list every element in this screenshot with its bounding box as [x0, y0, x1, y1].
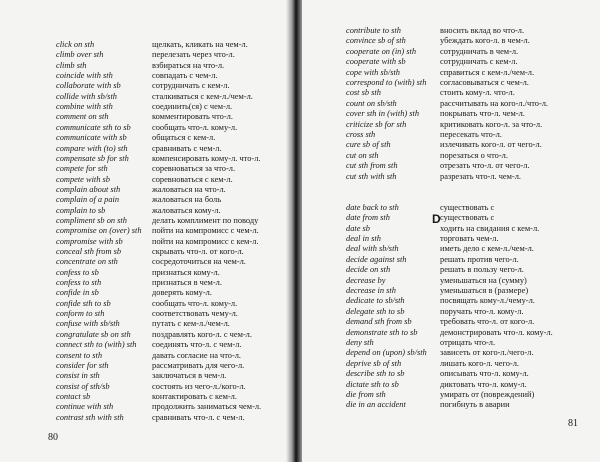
english-phrase: convince sb of sth [346, 36, 406, 46]
russian-translation: продолжить заниматься чем-л. [152, 402, 262, 412]
english-phrase: cope with sb/sth [346, 67, 400, 77]
english-phrase: confuse with sb/sth [56, 319, 120, 329]
english-phrase: delegate sth to sb [346, 306, 405, 316]
russian-translation: соединить(ся) с чем-л. [152, 102, 233, 112]
russian-translation: сравнивать что-л. с чем-л. [152, 412, 245, 422]
russian-translation: признаться кому-л. [152, 267, 220, 277]
russian-translation: требовать что-л. от кого-л. [440, 317, 535, 327]
english-phrase: decide against sth [346, 254, 407, 264]
english-phrase: comment on sth [56, 112, 109, 122]
right-page [302, 0, 600, 462]
english-phrase: die in an accident [346, 400, 406, 410]
english-phrase: consist in sth [56, 371, 100, 381]
english-phrase: correspond to (with) sth [346, 78, 427, 87]
russian-translation: погибнуть в аварии [440, 400, 510, 410]
russian-translation: давать согласие на что-л. [152, 350, 242, 360]
english-phrase: click on sth [56, 40, 95, 49]
english-phrase: cooperate with sb [346, 57, 406, 67]
russian-translation: посвящать кому-л./чему-л. [440, 296, 535, 306]
russian-translation: описывать что-л. кому-л. [440, 369, 529, 379]
russian-translation: согласовываться с чем-л. [440, 78, 529, 87]
russian-translation: соревноваться с кем-л. [152, 174, 233, 184]
russian-translation: перелезать через что-л. [152, 50, 235, 60]
russian-translation: взбираться на что-л. [152, 60, 225, 70]
english-phrase: die from sth [346, 390, 386, 399]
english-phrase: deal with sb/sth [346, 244, 399, 254]
russian-translation: убеждать кого-л. в чем-л. [440, 36, 530, 46]
russian-translation: сравнивать с чем-л. [152, 143, 222, 153]
russian-translation: порезаться о что-л. [440, 150, 508, 160]
russian-translation: существовать с [440, 202, 495, 212]
english-phrase: compare with (to) sth [56, 143, 128, 153]
english-phrase: complain to sb [56, 205, 106, 215]
english-phrase: confide in sb [56, 288, 99, 298]
english-phrase: decrease by [346, 275, 386, 285]
english-phrase: cover sth in (with) sth [346, 109, 420, 119]
russian-translation: сотрудничать в чем-л. [440, 46, 519, 56]
english-phrase: consist of sth/sb [56, 381, 110, 391]
russian-translation: совпадать с чем-л. [152, 71, 218, 81]
russian-translation: критиковать кого-л. за что-л. [440, 119, 543, 129]
english-phrase: describe sth to sb [346, 369, 405, 379]
english-phrase: consent to sth [56, 350, 103, 360]
english-phrase: complain of a pain [56, 195, 120, 205]
english-phrase: climb sth [56, 60, 87, 70]
russian-translation: щелкать, кликать на чем-л. [152, 40, 248, 49]
english-phrase: consider for sth [56, 360, 109, 370]
russian-translation: делать комплимент по поводу [152, 215, 259, 225]
english-phrase: cost sb sth [346, 88, 381, 98]
english-phrase: criticize sb for sth [346, 119, 407, 129]
russian-translation: признаться в чем-л. [152, 278, 222, 288]
russian-translation: покрывать что-л. чем-л. [440, 109, 525, 119]
english-phrase: compensate sb for sth [56, 153, 129, 163]
russian-translation: путать с кем-л./чем-л. [152, 319, 230, 329]
russian-translation: сотрудничать с кем-л. [440, 57, 518, 67]
russian-translation: иметь дело с кем-л./чем-л. [440, 244, 534, 254]
english-phrase: collaborate with sb [56, 81, 121, 91]
russian-translation: решать против чего-л. [440, 254, 519, 264]
russian-translation: справиться с кем-л./чем-л. [440, 67, 535, 77]
english-phrase: congratulate sb on sth [56, 329, 131, 339]
russian-translation: уменьшаться на (сумму) [440, 275, 527, 285]
english-phrase: communicate with sb [56, 133, 127, 143]
page-number: 81 [568, 418, 578, 429]
english-phrase: decrease in sth [346, 286, 396, 295]
english-phrase: contrast sth with sth [56, 412, 124, 422]
english-phrase: complain about sth [56, 184, 121, 194]
english-phrase: depend on (upon) sb/sth [346, 348, 427, 358]
russian-translation: разрезать что-л. чем-л. [440, 171, 521, 181]
russian-translation: стоить кому-л. что-л. [440, 88, 515, 98]
russian-translation: умирать от (повреждений) [440, 390, 535, 399]
russian-translation: сосредоточиться на чем-л. [152, 257, 246, 267]
english-phrase: count on sb/sth [346, 98, 397, 108]
english-phrase: communicate sth to sb [56, 122, 131, 132]
english-phrase: date sb [346, 223, 370, 233]
english-phrase: compete for sth [56, 164, 108, 174]
russian-translation: пересекать что-л. [440, 130, 502, 139]
russian-translation: жаловаться на боль [152, 195, 222, 205]
english-phrase: demonstrate sth to sb [346, 327, 418, 337]
english-phrase: compromise on (over) sth [56, 226, 142, 236]
english-phrase: deny sth [346, 338, 374, 347]
english-phrase: compromise with sb [56, 236, 123, 246]
english-phrase: continue with sth [56, 402, 114, 412]
russian-translation: комментировать что-л. [152, 112, 233, 122]
english-phrase: connect sth to (with) sth [56, 340, 137, 350]
russian-translation: соревноваться за что-л. [152, 164, 236, 174]
english-phrase: conceal sth from sb [56, 247, 122, 256]
page-number: 80 [48, 432, 58, 443]
english-phrase: confide sth to sb [56, 298, 111, 308]
russian-translation: пойти на компромисс с кем-л. [152, 236, 259, 246]
english-phrase: coincide with sth [56, 71, 113, 81]
english-phrase: contribute to sth [346, 26, 401, 35]
russian-translation: скрывать что-л. от кого-л. [152, 247, 244, 256]
english-phrase: compete with sb [56, 174, 110, 184]
english-phrase: deprive sb of sth [346, 358, 402, 368]
russian-translation: решать в пользу чего-л. [440, 265, 524, 275]
english-phrase: concentrate on sth [56, 257, 118, 267]
english-phrase: deal in sth [346, 234, 381, 243]
english-phrase: cut sth from sth [346, 161, 398, 171]
english-phrase: contact sb [56, 391, 91, 401]
english-phrase: cross sth [346, 130, 376, 139]
english-phrase: cut sth with sth [346, 171, 397, 181]
russian-translation: уменьшаться в (размере) [440, 286, 529, 295]
russian-translation: доверять кому-л. [152, 288, 212, 298]
english-phrase: cut on sth [346, 150, 379, 160]
russian-translation: компенсировать кому-л. что-л. [152, 153, 261, 163]
russian-translation: отрезать что-л. от чего-л. [440, 161, 530, 171]
english-phrase: date from sth [346, 213, 390, 223]
russian-translation: существовать с [440, 213, 495, 223]
english-phrase: dictate sth to sb [346, 379, 399, 389]
russian-translation: лишать кого-л. чего-л. [440, 358, 519, 368]
russian-translation: состоять из чего-л./кого-л. [152, 381, 246, 391]
english-phrase: demand sth from sb [346, 317, 412, 327]
russian-translation: сталкиваться с кем-л./чем-л. [152, 91, 253, 101]
russian-translation: отрицать что-л. [440, 338, 496, 347]
russian-translation: жаловаться на что-л. [152, 184, 226, 194]
russian-translation: сообщать что-л. кому-л. [152, 122, 238, 132]
russian-translation: ходить на свидания с кем-л. [440, 223, 540, 233]
left-page [0, 0, 296, 462]
russian-translation: рассматривать для чего-л. [152, 360, 245, 370]
english-phrase: date back to sth [346, 202, 399, 212]
english-phrase: conform to sth [56, 309, 105, 319]
english-phrase: cure sb of sth [346, 140, 391, 150]
russian-translation: демонстрировать что-л. кому-л. [440, 327, 553, 337]
russian-translation: торговать чем-л. [440, 234, 499, 243]
russian-translation: соединять что-л. с чем-л. [152, 340, 242, 350]
russian-translation: зависеть от кого-л./чего-л. [440, 348, 534, 358]
english-phrase: compliment sb on sth [56, 215, 127, 225]
russian-translation: поручать что-л. кому-л. [440, 306, 524, 316]
russian-translation: заключаться в чем-л. [152, 371, 227, 381]
russian-translation: диктовать что-л. кому-л. [440, 379, 527, 389]
russian-translation: жаловаться кому-л. [152, 205, 221, 215]
english-phrase: climb over sth [56, 50, 104, 60]
english-phrase: confess to sth [56, 278, 102, 288]
english-phrase: dedicate to sb/sth [346, 296, 405, 306]
english-phrase: collide with sb/sth [56, 91, 117, 101]
english-phrase: confess to sb [56, 267, 99, 277]
russian-translation: общаться с кем-л. [152, 133, 216, 143]
english-phrase: combine with sth [56, 102, 113, 112]
russian-translation: поздравлять кого-л. с чем-л. [152, 329, 252, 339]
russian-translation: сотрудничать с кем-л. [152, 81, 230, 91]
russian-translation: пойти на компромисс с чем-л. [152, 226, 259, 236]
russian-translation: вносить вклад во что-л. [440, 26, 525, 35]
section-letter: D [432, 212, 441, 226]
russian-translation: сообщать что-л. кому-л. [152, 298, 238, 308]
english-phrase: decide on sth [346, 265, 391, 275]
russian-translation: контактировать с кем-л. [152, 391, 237, 401]
russian-translation: излечивать кого-л. от чего-л. [440, 140, 542, 150]
english-phrase: cooperate on (in) sth [346, 46, 417, 56]
russian-translation: рассчитывать на кого-л./что-л. [440, 98, 549, 108]
russian-translation: соответствовать чему-л. [152, 309, 238, 319]
